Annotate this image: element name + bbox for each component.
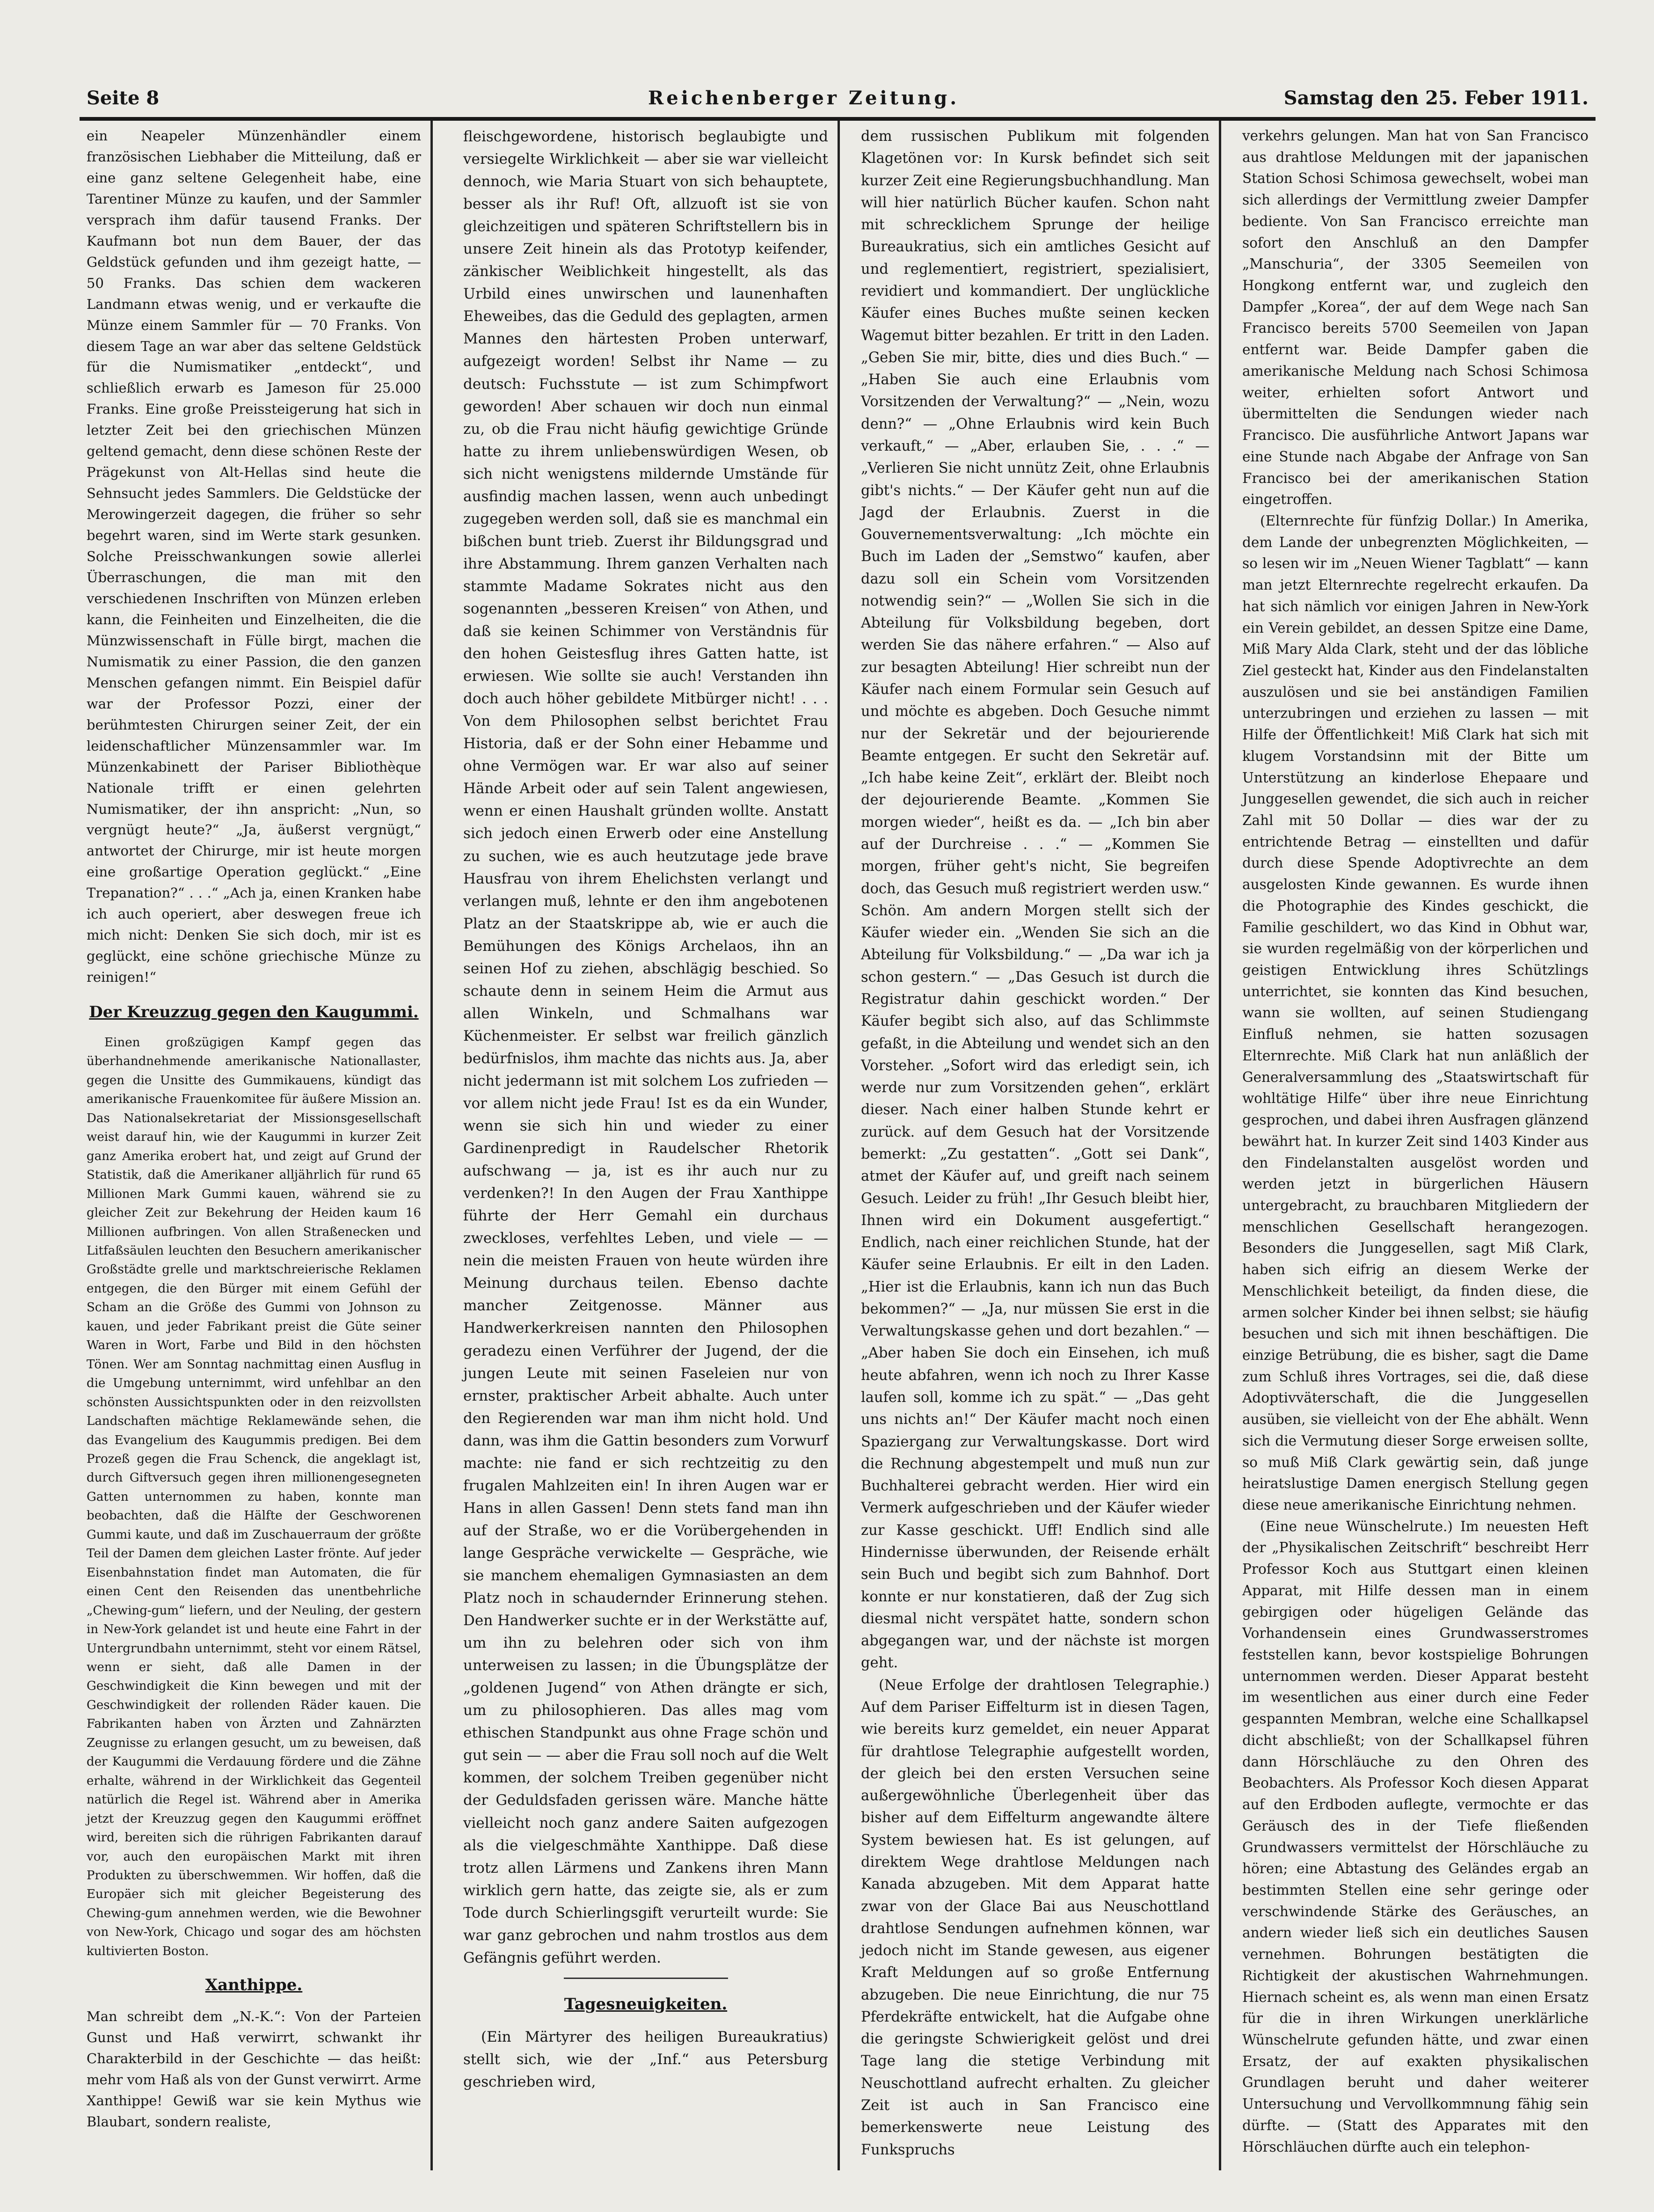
article-column-4	[1242, 125, 1588, 2158]
article-paragraph: dem russischen Publikum mit folgenden Klagetönen vor: In Kursk befindet sich seit kurzer Zeit eine Regierungsbuchhandlung. Man will hier natürlich Bücher kaufen. Schon naht mit schrecklichem Sprunge der heilige Bureaukratius, sich ein amtliches Gesicht auf und reglementiert, registriert, spezialisiert, revidiert und kommandiert. Der unglückliche Käufer eines Buches mußte seinen kecken Wagemut bitter bezahlen. Er tritt in den Laden. „Geben Sie mir, bitte, dies und dies Buch.“ — „Haben Sie auch eine Erlaubnis vom Vorsitzenden der Verwaltung?“ — „Nein, wozu denn?“ — „Ohne Erlaubnis wird kein Buch verkauft,“ — „Aber, erlauben Sie, . . .“ — „Verlieren Sie nicht unnütz Zeit, ohne Erlaubnis gibt's nichts.“ — Der Käufer geht nun auf die Jagd der Erlaubnis. Zuerst in die Gouvernementsverwaltung: „Ich möchte ein Buch im Laden der „Semstwo“ kaufen, aber dazu soll ein Schein vom Vorsitzenden notwendig sein?“ — „Wollen Sie sich in die Abteilung für Volksbildung begeben, dort werden Sie das nähere erfahren.“ — Also auf zur besagten Abteilung! Hier schreibt nun der Käufer nach einem Formular sein Gesuch auf und möchte es abgeben. Doch Gesuche nimmt nur der Sekretär und der bejourierende Beamte entgegen. Er sucht den Sekretär auf. „Ich habe keine Zeit“, erklärt der. Bleibt noch der dejourierende Beamte. „Kommen Sie morgen wieder“, heißt es da. — „Ich bin aber auf der Durchreise . . .“ — „Kommen Sie morgen, früher geht's nicht, Sie begreifen doch, das Gesuch muß registriert werden usw.“ Schön. Am andern Morgen stellt sich der Käufer wieder ein. „Wenden Sie sich an die Abteilung für Volksbildung.“ — „Da war ich ja schon gestern.“ — „Das Gesuch ist durch die Registratur dahin geschickt worden.“ Der Käufer begibt sich also, auf das Schlimmste gefaßt, in die Abteilung und wendet sich an den Vorsteher. „Sofort wird das erledigt sein, ich werde nur zum Vorsitzenden gehen“, erklärt dieser. Nach einer halben Stunde kehrt er zurück. auf dem Gesuch hat der Vorsitzende bemerkt: „Zu gestatten“. „Gott sei Dank“, atmet der Käufer auf, und greift nach seinem Gesuch. Leider zu früh! „Ihr Gesuch bleibt hier, Ihnen wird ein Dokument ausgefertigt.“ Endlich, nach einer reichlichen Stunde, hat der Käufer seine Erlaubnis. Er eilt in den Laden. „Hier ist die Erlaubnis, kann ich nun das Buch bekommen?“ — „Ja, nur müssen Sie erst in die Verwaltungskasse gehen und dort bezahlen.“ — „Aber haben Sie doch ein Einsehen, ich muß heute abfahren, wenn ich noch zu Ihrer Kasse laufen soll, komme ich zu spät.“ — „Das geht uns nichts an!“ Der Käufer macht noch einen Spaziergang zur Verwaltungskasse. Dort wird die Rechnung abgestempelt und muß nun zur Buchhalterei gebracht werden. Hier wird ein Vermerk aufgeschrieben und der Käufer wieder zur Kasse geschickt. Uff! Endlich sind alle Hindernisse überwunden, der Reisende erhält sein Buch und begibt sich zum Bahnhof. Dort konnte er nur konstatieren, daß der Zug sich diesmal nicht verspätet hatte, sondern schon abgegangen war, und der nächste ist morgen geht.	[861, 128, 1210, 1672]
article-heading: Xanthippe.	[205, 1976, 303, 1995]
article-paragraph: verkehrs gelungen. Man hat von San Francisco aus drahtlose Meldungen mit der japanischen Station Schosi Schimosa gewechselt, wobei man sich allerdings der Vermittlung zweier Dampfer bediente. Von San Francisco erreichte man sofort den Anschluß an den Dampfer „Manschuria“, der 3305 Seemeilen von Hongkong entfernt war, und zugleich den Dampfer „Korea“, der auf dem Wege nach San Francisco bereits 5700 Seemeilen von Japan entfernt war. Beide Dampfer gaben die amerikanische Meldung nach Schosi Schimosa weiter, erhielten sofort Antwort und übermittelten die Sendungen wieder nach Francisco. Die ausführliche Antwort Japans war eine Stunde nach Abgabe der Anfrage von San Francisco bei der amerikanischen Station eingetroffen.	[1242, 128, 1588, 508]
header-rule	[80, 117, 1596, 121]
article-column-1	[87, 125, 421, 2132]
article-paragraph: (Elternrechte für fünfzig Dollar.) In Amerika, dem Lande der unbegrenzten Möglichkeiten, — so lesen wir im „Neuen Wiener Tagblatt“ — kann man jetzt Elternrechte regelrecht erkaufen. Da hat sich nämlich vor einigen Jahren in New-York ein Verein gebildet, an dessen Spitze eine Dame, Miß Mary Alda Clark, steht und der das löbliche Ziel gesteckt hat, Kinder aus den Findelanstalten auszulösen und sie bei anständigen Familien unterzubringen und erziehen zu lassen — mit Hilfe der Öffentlichkeit! Miß Clark hat sich mit klugem Vorstandsinn mit der Bitte um Unterstützung an kinderlose Ehepaare und Junggesellen gewendet, die sich auch in reicher Zahl mit 50 Dollar — dies war der zu entrichtende Betrag — einstellten und dafür durch diese Spende Adoptivrechte an dem ausgelosten Kinde gewannen. Es wurde ihnen die Photographie des Kindes geschickt, die Familie geschildert, wo das Kind in Obhut war, sie wurden regelmäßig von der körperlichen und geistigen Entwicklung ihres Schützlings unterrichtet, sie konnten das Kind besuchen, wann sie wollten, auf seinen Studiengang Einfluß nehmen, sie hatten sozusagen Elternrechte. Miß Clark hat nun anläßlich der Generalversammlung des „Staatswirtschaft für wohltätige Hilfe“ über ihre neue Einrichtung gesprochen, und dabei ihren Ausfragen glänzend bewährt hat. In kurzer Zeit sind 1403 Kinder aus den Findelanstalten ausgelöst worden und werden jetzt in bürgerlichen Häusern untergebracht, zu brauchbaren Mitgliedern der menschlichen Gesellschaft herangezogen. Besonders die Junggesellen, sagt Miß Clark, haben sich eifrig an diesem Werke der Menschlichkeit beteiligt, da finden diese, die armen solcher Kinder bei ihnen selbst; sie häufig besuchen und sich mit ihnen beschäftigen. Die einzige Betrübung, die es bisher, sagt die Dame zum Schluß ihres Vortrages, sei die, daß diese Adoptivväterschaft, die die Junggesellen ausüben, sie vielleicht von der Ehe abhält. Wenn sich die Vermutung dieser Sorge erweisen sollte, so muß Miß Clark gewärtig sein, daß junge heiratslustige Damen energisch Stellung gegen diese neue amerikanische Einrichtung nehmen.	[1242, 512, 1588, 1513]
column-rule	[430, 121, 433, 2170]
article-paragraph: ein Neapeler Münzenhändler einem französischen Liebhaber die Mitteilung, daß er eine ganz seltene Gelegenheit habe, eine Tarentiner Münze zu kaufen, und der Sammler versprach ihm dafür tausend Franks. Der Kaufmann bot nun dem Bauer, der das Geldstück gefunden und ihm gezeigt hatte, — 50 Franks. Das schien dem wackeren Landmann etwas wenig, und er verkaufte die Münze einem Sammler für — 70 Franks. Von diesem Tage an war aber das seltene Geldstück für die Numismatiker „entdeckt“, und schließlich erwarb es Jameson für 25.000 Franks. Eine große Preissteigerung hat sich in letzter Zeit bei den griechischen Münzen geltend gemacht, denn diese schönen Reste der Prägekunst von Alt-Hellas sind heute die Sehnsucht jedes Sammlers. Die Geldstücke der Merowingerzeit dagegen, die früher so sehr begehrt waren, sind im Werte stark gesunken. Solche Preisschwankungen sowie allerlei Überraschungen, die man mit den verschiedenen Inschriften von Münzen erleben kann, die Feinheiten und Einzelheiten, die die Münzwissenschaft in Fülle birgt, machen die Numismatik zu einer Passion, die den ganzen Menschen gefangen nimmt. Ein Beispiel dafür war der Professor Pozzi, einer der berühmtesten Chirurgen seiner Zeit, der ein leidenschaftlicher Münzensammler war. Im Münzenkabinett der Pariser Bibliothèque Nationale trifft er einen gelehrten Numismatiker, der ihn anspricht: „Nun, so vergnügt heute?“ „Ja, äußerst vergnügt,“ antwortet der Chirurge, mir ist heute morgen eine großartige Operation geglückt.“ „Eine Trepanation?“ . . .“ „Ach ja, einen Kranken habe ich auch operiert, aber deswegen freue ich mich nicht: Denken Sie sich doch, mir ist es geglückt, eine schöne griechische Münze zu reinigen!“	[87, 128, 421, 986]
article-paragraph: (Eine neue Wünschelrute.) Im neuesten Heft der „Physikalischen Zeitschrift“ beschreibt Herr Professor Koch aus Stuttgart einen kleinen Apparat, mit Hilfe dessen man in einem gebirgigen oder hügeligen Gelände das Vorhandensein eines Grundwasserstromes feststellen kann, bevor kostspielige Bohrungen unternommen werden. Dieser Apparat besteht im wesentlichen aus einer durch eine Feder gespannten Membran, welche eine Schallkapsel dicht abschließt; von der Schallkapsel führen dann Hörschläuche zu den Ohren des Beobachters. Als Professor Koch diesen Apparat auf den Erdboden auflegte, vermochte er das Geräusch des in der Tiefe fließenden Grundwassers vermittelst der Hörschläuche zu hören; eine Abtastung des Geländes ergab an bestimmten Stellen eine sehr geringe oder verschwindende Stärke des Geräusches, an andern wieder ließ sich ein deutliches Sausen vernehmen. Bohrungen bestätigten die Richtigkeit der akustischen Wahrnehmungen. Hiernach scheint es, als wenn man einen Ersatz für die in ihren Wirkungen unerklärliche Wünschelrute gefunden hätte, und zwar einen Ersatz, der auf exakten physikalischen Grundlagen beruht und daher weiterer Untersuchung und Vervollkommnung fähig sein dürfte. — (Statt des Apparates mit den Hörschläuchen dürfte auch ein telephon-	[1242, 1518, 1588, 2155]
article-heading: Der Kreuzzug gegen den Kaugummi.	[89, 1003, 419, 1022]
section-rule	[564, 1978, 728, 1979]
article-column-2	[463, 125, 828, 2093]
article-column-3	[861, 125, 1210, 2161]
section-heading-tagesneuigkeiten: Tagesneuigkeiten.	[564, 1994, 728, 2014]
article-paragraph: fleischgewordene, historisch beglaubigte und versiegelte Wirklichkeit — aber sie war vielleicht dennoch, wie Maria Stuart von sich behauptete, besser als ihr Ruf! Oft, allzuoft ist sie von gleichzeitigen und späteren Schriftstellern bis in unsere Zeit hinein als das Prototyp keifender, zänkischer Weiblichkeit hingestellt, als das Urbild eines unwirschen und launenhaften Eheweibes, das die Geduld des geplagten, armen Mannes den härtesten Proben unterwarf, aufgezeigt worden! Selbst ihr Name — zu deutsch: Fuchsstute — ist zum Schimpfwort geworden! Aber schauen wir doch nun einmal zu, ob die Frau nicht häufig gewichtige Gründe hatte zu ihrem unliebenswürdigen Wesen, ob sich nicht wenigstens mildernde Umstände für ausfindig machen lassen, wenn auch unbedingt zugegeben werden soll, daß sie es manchmal ein bißchen bunt trieb. Zuerst ihr Bildungsgrad und ihre Abstammung. Ihrem ganzen Verhalten nach stammte Madame Sokrates nicht aus den sogenannten „besseren Kreisen“ von Athen, und daß sie keinen Schimmer von Verständnis für den hohen Geistesflug ihres Gatten hatte, ist erwiesen. Wie sollte sie auch! Verstanden ihn doch auch höher gebildete Mitbürger nicht! . . . Von dem Philosophen selbst berichtet Frau Historia, daß er der Sohn einer Hebamme und ohne Vermögen war. Er war also auf seiner Hände Arbeit oder auf sein Talent angewiesen, wenn er einen Haushalt gründen wollte. Anstatt sich jedoch einen Erwerb oder eine Anstellung zu suchen, wie es auch heutzutage jede brave Hausfrau von ihrem Ehelichsten verlangt und verlangen muß, lehnte er den ihm angebotenen Platz an der Staatskrippe ab, wie er auch die Bemühungen des Königs Archelaos, ihn an seinen Hof zu ziehen, abschlägig beschied. So schaute denn in seinem Heim die Armut aus allen Winkeln, und Schmalhans war Küchenmeister. Er selbst war freilich gänzlich bedürfnislos, ihm machte das nichts aus. Ja, aber nicht jedermann ist mit solchem Los zufrieden — vor allem nicht jede Frau! Ist es da ein Wunder, wenn sie sich hin und wieder zu einer Gardinenpredigt in Raudelscher Rhetorik aufschwang — ja, ist es ihr auch nur zu verdenken?! In den Augen der Frau Xanthippe führte der Herr Gemahl ein durchaus zweckloses, verfehltes Leben, und viele — — nein die meisten Frauen von heute würden ihre Meinung durchaus teilen. Ebenso dachte mancher Zeitgenosse. Männer aus Handwerkerkreisen nannten den Philosophen geradezu einen Verführer der Jugend, der die jungen Leute mit seinen Faseleien nur von ernster, praktischer Arbeit abhalte. Auch unter den Regierenden war man ihm nicht hold. Und dann, was ihm die Gattin besonders zum Vorwurf machte: nie fand er sich rechtzeitig zu den frugalen Mahlzeiten ein! In ihren Augen war er Hans in allen Gassen! Denn stets fand man ihn auf der Straße, wo er die Vorübergehenden in lange Gespräche verwickelte — Gespräche, wie sie manchem ehemaligen Gymnasiasten an dem Platz noch in schaudernder Erinnerung stehen. Den Handwerker suchte er in der Werkstätte auf, um ihn zu belehren oder sich von ihm unterweisen zu lassen; in die Übungsplätze der „goldenen Jugend“ von Athen drängte er sich, um zu philosophieren. Das alles mag vom ethischen Standpunkt aus ohne Frage schön und gut sein — — aber die Frau soll noch auf die Welt kommen, der solchem Treiben gegenüber nicht der Geduldsfaden gerissen wäre. Manche hätte vielleicht noch ganz andere Saiten aufgezogen als die vielgeschmähte Xanthippe. Daß diese trotz allen Lärmens und Zankens ihren Mann wirklich gern hatte, das zeigte sie, als er zum Tode durch Schierlingsgift verurteilt wurde: Sie war ganz gebrochen und nahm trostlos aus dem Gefängnis geführt werden.	[463, 128, 828, 1966]
article-paragraph: Man schreibt dem „N.-K.“: Von der Parteien Gunst und Haß verwirrt, schwankt ihr Charakterbild in der Geschichte — das heißt: mehr vom Haß als von der Gunst verwirrt. Arme Xanthippe! Gewiß war sie kein Mythus wie Blaubart, sondern realiste,	[87, 2008, 421, 2130]
article-paragraph: (Neue Erfolge der drahtlosen Telegraphie.) Auf dem Pariser Eiffelturm ist in diesen Tagen, wie bereits kurz gemeldet, ein neuer Apparat für drahtlose Telegraphie aufgestellt worden, der gleich bei den ersten Versuchen seine außergewöhnliche Überlegenheit über das bisher auf dem Eiffelturm angewandte ältere System bewiesen hat. Es ist gelungen, auf direktem Wege drahtlose Meldungen nach Kanada abzugeben. Mit dem Apparat hatte zwar von der Glace Bai aus Neuschottland drahtlose Sendungen aufnehmen können, war jedoch nicht im Stande gewesen, aus eigener Kraft Meldungen auf so große Entfernung abzugeben. Die neue Einrichtung, die nur 75 Pferdekräfte entwickelt, hat die Aufgabe ohne die geringste Schwierigkeit gelöst und drei Tage lang die stetige Verbindung mit Neuschottland aufrecht erhalten. Zu gleicher Zeit ist auch in San Francisco eine bemerkenswerte neue Leistung des Funkspruchs	[861, 1677, 1210, 2158]
date-line: Samstag den 25. Feber 1911.	[1283, 87, 1588, 109]
masthead	[87, 83, 1588, 116]
page-label: Seite 8	[87, 87, 160, 109]
article-paragraph: Einen großzügigen Kampf gegen das überhandnehmende amerikanische Nationallaster, gegen die Unsitte des Gummikauens, kündigt das amerikanische Frauenkomitee für äußere Mission an. Das Nationalsekretariat der Missionsgesellschaft weist darauf hin, wie der Kaugummi in kurzer Zeit ganz Amerika erobert hat, und zeigt auf Grund der Statistik, daß die Amerikaner alljährlich für rund 65 Millionen Mark Gummi kauen, während sie zu gleicher Zeit zur Bekehrung der Heiden kaum 16 Millionen aufbringen. Von allen Straßenecken und Litfaßsäulen leuchten den Besuchern amerikanischer Großstädte grelle und marktschreierische Reklamen entgegen, die den Bürger mit einem Gefühl der Scham an die Größe des Gummi von Johnson zu kauen, und jeder Fabrikant preist die Güte seiner Waren in Wort, Farbe und Bild in den höchsten Tönen. Wer am Sonntag nachmittag einen Ausflug in die Umgebung unternimmt, wird unfehlbar an den schönsten Aussichtspunkten oder in den reizvollsten Landschaften mächtige Reklamewände sehen, die das Evangelium des Kaugummis predigen. Bei dem Prozeß gegen die Frau Schenck, die angeklagt ist, durch Giftversuch gegen ihren millionengesegneten Gatten unternommen zu haben, konnte man beobachten, daß die Hälfte der Geschworenen Gummi kaute, und daß im Zuschauerraum der größte Teil der Damen dem gleichen Laster frönte. Auf jeder Eisenbahnstation findet man Automaten, die für einen Cent den Reisenden das unentbehrliche „Chewing-gum“ liefern, und der Neuling, der gestern in New-York gelandet ist und heute eine Fahrt in der Untergrundbahn unternimmt, steht vor einem Rätsel, wenn er sieht, daß alle Damen in der Geschwindigkeit die Kinn bewegen und mit der Geschwindigkeit der rollenden Räder kauen. Die Fabrikanten haben von Ärzten und Zahnärzten Zeugnisse zu erlangen gesucht, um zu beweisen, daß der Kaugummi die Verdauung fördere und die Zähne erhalte, während in der Wirklichkeit das Gegenteil natürlich die Regel ist. Während aber in Amerika jetzt der Kreuzzug gegen den Kaugummi eröffnet wird, bereiten sich die rührigen Fabrikanten darauf vor, auch den europäischen Markt mit ihren Produkten zu überschwemmen. Wir hoffen, daß die Europäer sich mit gleicher Begeisterung des Chewing-gum annehmen werden, wie die Bewohner von New-York, Chicago und sogar des am höchsten kultivierten Boston.	[87, 1036, 421, 1958]
column-rule	[838, 121, 840, 2170]
newspaper-title: Reichenberger Zeitung.	[648, 87, 960, 109]
column-rule	[1219, 121, 1221, 2170]
article-paragraph: (Ein Märtyrer des heiligen Bureaukratius) stellt sich, wie der „Inf.“ aus Petersburg geschrieben wird,	[463, 2028, 828, 2090]
